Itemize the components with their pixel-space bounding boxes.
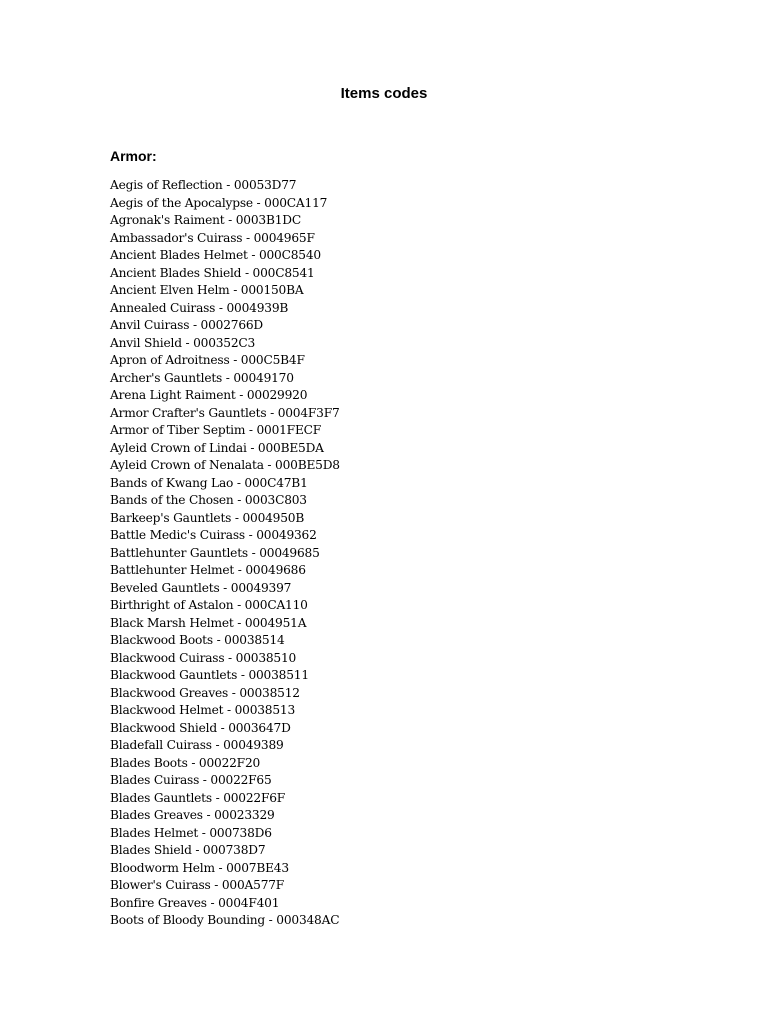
list-item: Annealed Cuirass - 0004939B: [110, 300, 289, 315]
list-item: Blades Cuirass - 00022F65: [110, 773, 272, 787]
list-item: Blades Boots - 00022F20: [110, 755, 261, 770]
list-item: Blackwood Shield - 0003647D: [110, 720, 291, 735]
list-item: Blackwood Cuirass - 00038510: [110, 650, 297, 665]
list-item: Ancient Blades Helmet - 000C8540: [110, 248, 321, 262]
list-item: Blades Helmet - 000738D6: [110, 825, 272, 840]
list-item: Battlehunter Helmet - 00049686: [110, 563, 306, 577]
list-item: Armor Crafter's Gauntlets - 0004F3F7: [110, 405, 340, 420]
list-item: Birthright of Astalon - 000CA110: [110, 598, 308, 612]
list-item: Anvil Shield - 000352C3: [110, 335, 256, 350]
list-item: Blackwood Gauntlets - 00038511: [110, 668, 309, 682]
list-item: Blackwood Helmet - 00038513: [110, 703, 296, 717]
list-item: Ancient Elven Helm - 000150BA: [110, 283, 304, 297]
section-heading-armor: Armor:: [110, 148, 157, 164]
list-item: Beveled Gauntlets - 00049397: [110, 580, 292, 595]
list-item: Boots of Bloody Bounding - 000348AC: [110, 913, 340, 927]
list-item: Blower's Cuirass - 000A577F: [110, 878, 285, 892]
list-item: Bladefall Cuirass - 00049389: [110, 738, 284, 752]
list-item: Bonfire Greaves - 0004F401: [110, 895, 280, 910]
list-item: Barkeep's Gauntlets - 0004950B: [110, 510, 305, 525]
list-item: Armor of Tiber Septim - 0001FECF: [110, 423, 322, 437]
list-item: Blades Gauntlets - 00022F6F: [110, 790, 286, 805]
list-item: Ayleid Crown of Nenalata - 000BE5D8: [110, 458, 340, 472]
list-item: Blackwood Boots - 00038514: [110, 633, 285, 647]
list-item: Aegis of the Apocalypse - 000CA117: [110, 195, 328, 210]
list-item: Battlehunter Gauntlets - 00049685: [110, 545, 320, 560]
list-item: Black Marsh Helmet - 0004951A: [110, 615, 307, 630]
list-item: Blades Shield - 000738D7: [110, 843, 266, 857]
list-item: Bands of the Chosen - 0003C803: [110, 493, 307, 507]
list-item: Apron of Adroitness - 000C5B4F: [110, 353, 305, 367]
page-title: Items codes: [340, 85, 428, 102]
list-item: Agronak's Raiment - 0003B1DC: [110, 213, 301, 227]
list-item: Archer's Gauntlets - 00049170: [110, 370, 294, 385]
list-item: Blades Greaves - 00023329: [110, 808, 275, 822]
list-item: Aegis of Reflection - 00053D77: [110, 178, 297, 192]
list-item: Ayleid Crown of Lindai - 000BE5DA: [110, 440, 324, 455]
list-item: Blackwood Greaves - 00038512: [110, 685, 300, 700]
list-item: Bands of Kwang Lao - 000C47B1: [110, 475, 308, 490]
armor-item-list: [110, 177, 340, 930]
list-item: Anvil Cuirass - 0002766D: [110, 318, 263, 332]
list-item: Ancient Blades Shield - 000C8541: [110, 265, 315, 280]
list-item: Bloodworm Helm - 0007BE43: [110, 860, 289, 875]
list-item: Battle Medic's Cuirass - 00049362: [110, 528, 317, 542]
list-item: Ambassador's Cuirass - 0004965F: [110, 230, 315, 245]
list-item: Arena Light Raiment - 00029920: [110, 388, 308, 402]
